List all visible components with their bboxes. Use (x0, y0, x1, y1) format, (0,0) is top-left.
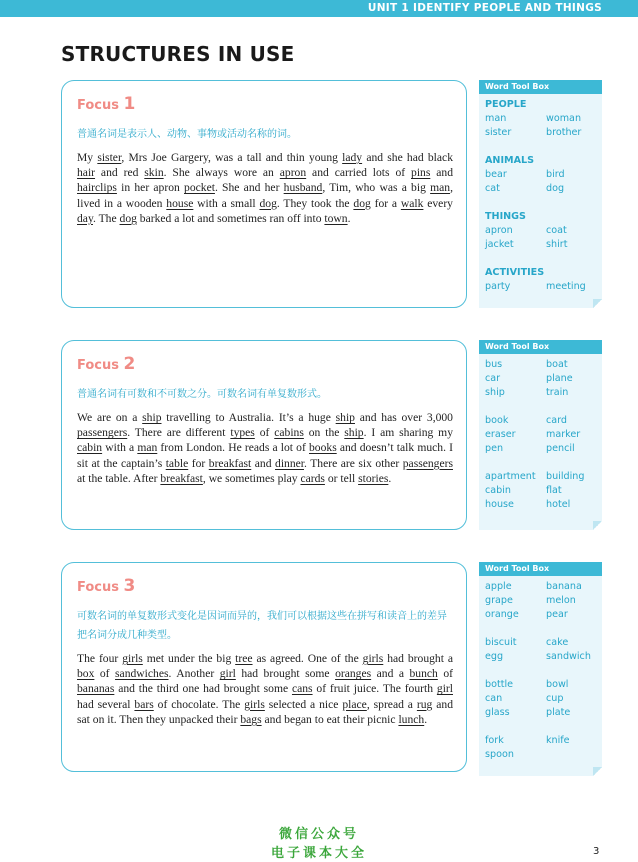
word: banana (546, 581, 582, 592)
word: apron (485, 225, 513, 236)
word: cabin (485, 485, 511, 496)
passage-text: travelling to Australia. It’s a huge (161, 411, 336, 424)
passage-text: The four (77, 652, 123, 665)
word: boat (546, 359, 568, 370)
word-group (485, 678, 596, 720)
focus-rule: 普通名词有可数和不可数之分。可数名词有单复数形式。 (77, 389, 327, 400)
tool-box-body (479, 94, 602, 294)
word: card (546, 415, 568, 426)
noun: rug (416, 697, 433, 711)
passage-text: and sat on it. Then they unpacked their (77, 697, 454, 726)
word: sister (485, 127, 512, 138)
word: fork (485, 735, 504, 746)
word-group (485, 414, 596, 456)
watermark-line-1: 微信公众号 (278, 827, 359, 842)
noun: girls (122, 652, 143, 665)
word: house (485, 499, 514, 510)
word-group-heading: PEOPLE (485, 99, 527, 110)
word: can (485, 693, 503, 704)
noun: sister (97, 151, 122, 164)
word: flat (546, 485, 562, 496)
passage-text: for a (370, 196, 401, 210)
passage-text: had brought some (235, 667, 336, 681)
word-list (485, 636, 596, 664)
noun: girl (436, 682, 453, 696)
focus-number: 1 (123, 94, 136, 114)
tool-box-title: Word Tool Box (479, 80, 602, 94)
word-list (485, 678, 596, 720)
tool-box-title: Word Tool Box (479, 562, 602, 576)
passage-text: My (77, 151, 98, 164)
passage-text: . I am sharing my (363, 426, 453, 440)
noun: house (166, 196, 194, 210)
noun: dog (353, 196, 371, 210)
tool-box-title: Word Tool Box (479, 340, 602, 354)
word: pen (485, 443, 504, 454)
focus-number: 2 (123, 354, 136, 374)
passage-text: . There are six other (304, 456, 403, 470)
passage-text: and a (371, 667, 410, 681)
passage-text: , spread a (366, 697, 417, 711)
noun: types (230, 426, 255, 440)
noun: girl (219, 667, 236, 681)
word-group (485, 98, 596, 140)
word: man (485, 113, 507, 124)
word-tool-box-1 (479, 80, 602, 308)
word: orange (485, 609, 519, 620)
folded-corner (593, 767, 602, 776)
page-title: STRUCTURES IN USE (61, 42, 295, 66)
noun: stories (358, 471, 389, 485)
word-group (485, 470, 596, 512)
word-list (485, 358, 596, 400)
focus-label: Focus (77, 358, 119, 373)
noun: apron (279, 166, 307, 180)
passage-text: had brought a (383, 652, 453, 665)
noun: dog (119, 211, 137, 225)
passage-text: every (423, 196, 453, 210)
passage-text: and the third one had brought some (114, 682, 292, 696)
word: apartment (485, 471, 536, 482)
word-group-heading: ACTIVITIES (485, 267, 545, 278)
focus-title (77, 576, 135, 596)
noun: lady (342, 151, 363, 164)
word: ship (485, 387, 505, 398)
watermark-line-2: 电子课本大全 (270, 846, 367, 861)
word-group (485, 210, 596, 252)
noun: man (430, 181, 451, 195)
word: train (546, 387, 569, 398)
word-list (485, 414, 596, 456)
noun: girls (244, 697, 265, 711)
noun: bars (134, 697, 154, 711)
word-list (485, 168, 596, 196)
word: apple (485, 581, 512, 592)
word: bear (485, 169, 507, 180)
word: glass (485, 707, 510, 718)
noun: pocket (184, 181, 215, 195)
passage-text: of fruit juice. The fourth (312, 682, 437, 696)
focus-passage (77, 651, 453, 727)
passage-text: . She always wore an (163, 166, 280, 180)
passage-text: or tell (324, 471, 359, 485)
noun: hair (77, 166, 96, 180)
noun: bags (240, 712, 262, 726)
noun: cans (291, 682, 313, 696)
noun: lunch (398, 712, 425, 726)
word: dog (546, 183, 565, 194)
word: coat (546, 225, 567, 236)
noun: cabin (77, 441, 103, 455)
noun: cabins (274, 426, 304, 440)
focus-title (77, 94, 135, 114)
passage-text: barked a lot and sometimes ran off into (136, 211, 325, 225)
word: cake (546, 637, 569, 648)
passage-text: and carried lots of (306, 166, 412, 180)
word: bottle (485, 679, 514, 690)
word-list (485, 470, 596, 512)
passage-text: selected a nice (264, 697, 343, 711)
noun: man (137, 441, 158, 455)
noun: cards (300, 471, 325, 485)
noun: box (77, 667, 95, 681)
focus-rule: 可数名词的单复数形式变化是因词而异的，我们可以根据这些在拼写和读音上的差异把名词分成几种类型。 (77, 611, 447, 641)
word: bird (546, 169, 565, 180)
word: spoon (485, 749, 514, 760)
word-list (485, 580, 596, 622)
noun: ship (142, 411, 162, 424)
noun: town (324, 211, 348, 225)
passage-text: , we sometimes play (202, 471, 301, 485)
noun: bunch (409, 667, 438, 681)
page-number: 3 (593, 846, 600, 857)
passage-text: had several (77, 697, 135, 711)
noun: husband (283, 181, 323, 195)
word: plane (546, 373, 573, 384)
passage-text: . There are different (127, 426, 231, 440)
passage-text: met under the big (142, 652, 236, 665)
passage-text: for (188, 456, 209, 470)
passage-text: . (347, 211, 351, 225)
noun: girls (362, 652, 384, 665)
word: pear (546, 609, 568, 620)
focus-rule: 普通名词是表示人、动物、事物或活动名称的词。 (77, 129, 297, 140)
noun: ship (335, 411, 355, 424)
passage-text: . They took the (276, 196, 354, 210)
word-list (485, 112, 596, 140)
word-tool-box-2 (479, 340, 602, 530)
unit-header: UNIT 1 IDENTIFY PEOPLE AND THINGS (367, 2, 602, 14)
word: plate (546, 707, 571, 718)
word: jacket (485, 239, 514, 250)
word-group (485, 734, 596, 762)
noun: breakfast (208, 456, 252, 470)
focus-box-3 (61, 562, 467, 772)
word: bus (485, 359, 503, 370)
passage-text: , Tim, who was a big (322, 181, 431, 195)
noun: books (309, 441, 337, 455)
word: meeting (546, 281, 586, 292)
word: car (485, 373, 501, 384)
word: sandwich (546, 651, 591, 662)
word: pencil (546, 443, 575, 454)
passage-text: and (430, 166, 453, 180)
focus-number: 3 (123, 576, 136, 596)
noun: pins (411, 166, 431, 180)
noun: day (77, 211, 93, 225)
word: grape (485, 595, 513, 606)
word: knife (546, 735, 570, 746)
word: shirt (546, 239, 568, 250)
focus-box-2 (61, 340, 467, 530)
noun: sandwiches (115, 667, 169, 681)
word: cat (485, 183, 500, 194)
tool-box-body (479, 576, 602, 762)
passage-text: of (254, 426, 275, 440)
passage-text: at the table. After (77, 471, 161, 485)
passage-text: from London. He reads a lot of (157, 441, 309, 455)
word: building (546, 471, 585, 482)
focus-label: Focus (77, 580, 119, 595)
word: woman (546, 113, 582, 124)
word-list (485, 280, 596, 294)
word-group (485, 266, 596, 294)
noun: table (165, 456, 189, 470)
passage-text: and doesn’t talk much. I sit at the captain’s (77, 441, 454, 470)
word: eraser (485, 429, 516, 440)
passage-text: . (388, 471, 392, 485)
word: party (485, 281, 511, 292)
word-list (485, 224, 596, 252)
focus-passage (77, 150, 453, 226)
word: biscuit (485, 637, 517, 648)
noun: dinner (275, 456, 304, 470)
word: cup (546, 693, 564, 704)
word: brother (546, 127, 582, 138)
noun: bananas (77, 682, 115, 696)
passage-text: of chocolate. The (153, 697, 245, 711)
noun: passengers (77, 426, 128, 440)
passage-text: of (437, 667, 453, 681)
passage-text: and (251, 456, 276, 470)
focus-box-1 (61, 80, 467, 308)
passage-text: and she had black (362, 151, 453, 164)
passage-text: and red (95, 166, 145, 180)
noun: breakfast (160, 471, 203, 485)
word-group-heading: ANIMALS (485, 155, 535, 166)
noun: ship (344, 426, 364, 440)
passage-text: in her apron (116, 181, 185, 195)
passage-text: with a (102, 441, 138, 455)
noun: tree (235, 652, 253, 665)
passage-text: We are on a (77, 411, 143, 424)
passage-text: . The (93, 211, 120, 225)
passage-text: and has over 3,000 (354, 411, 453, 424)
folded-corner (593, 299, 602, 308)
noun: passengers (402, 456, 453, 470)
word-group (485, 580, 596, 622)
folded-corner (593, 521, 602, 530)
passage-text: , Mrs Joe Gargery, was a tall and thin young (121, 151, 343, 164)
focus-passage (77, 410, 453, 486)
passage-text: . (424, 712, 428, 726)
noun: dog (259, 196, 277, 210)
word-group (485, 636, 596, 664)
word-group (485, 154, 596, 196)
focus-label: Focus (77, 98, 119, 113)
word-group (485, 358, 596, 400)
tool-box-body (479, 354, 602, 512)
passage-text: on the (303, 426, 345, 440)
passage-text: as agreed. One of the (252, 652, 363, 665)
noun: oranges (335, 667, 372, 681)
word: melon (546, 595, 576, 606)
word-group-heading: THINGS (485, 211, 526, 222)
word: egg (485, 651, 504, 662)
focus-title (77, 354, 135, 374)
word-tool-box-3 (479, 562, 602, 776)
word: book (485, 415, 509, 426)
word-list (485, 734, 596, 762)
passage-text: , lived in a wooden (77, 181, 453, 210)
passage-text: . Another (168, 667, 220, 681)
top-banner (0, 0, 638, 17)
word: hotel (546, 499, 571, 510)
noun: walk (400, 196, 424, 210)
passage-text: of (94, 667, 116, 681)
noun: place (342, 697, 367, 711)
noun: skin (144, 166, 164, 180)
word: bowl (546, 679, 569, 690)
passage-text: . She and her (214, 181, 284, 195)
word: marker (546, 429, 581, 440)
passage-text: and began to eat their picnic (261, 712, 399, 726)
noun: hairclips (77, 181, 117, 195)
passage-text: with a small (193, 196, 260, 210)
